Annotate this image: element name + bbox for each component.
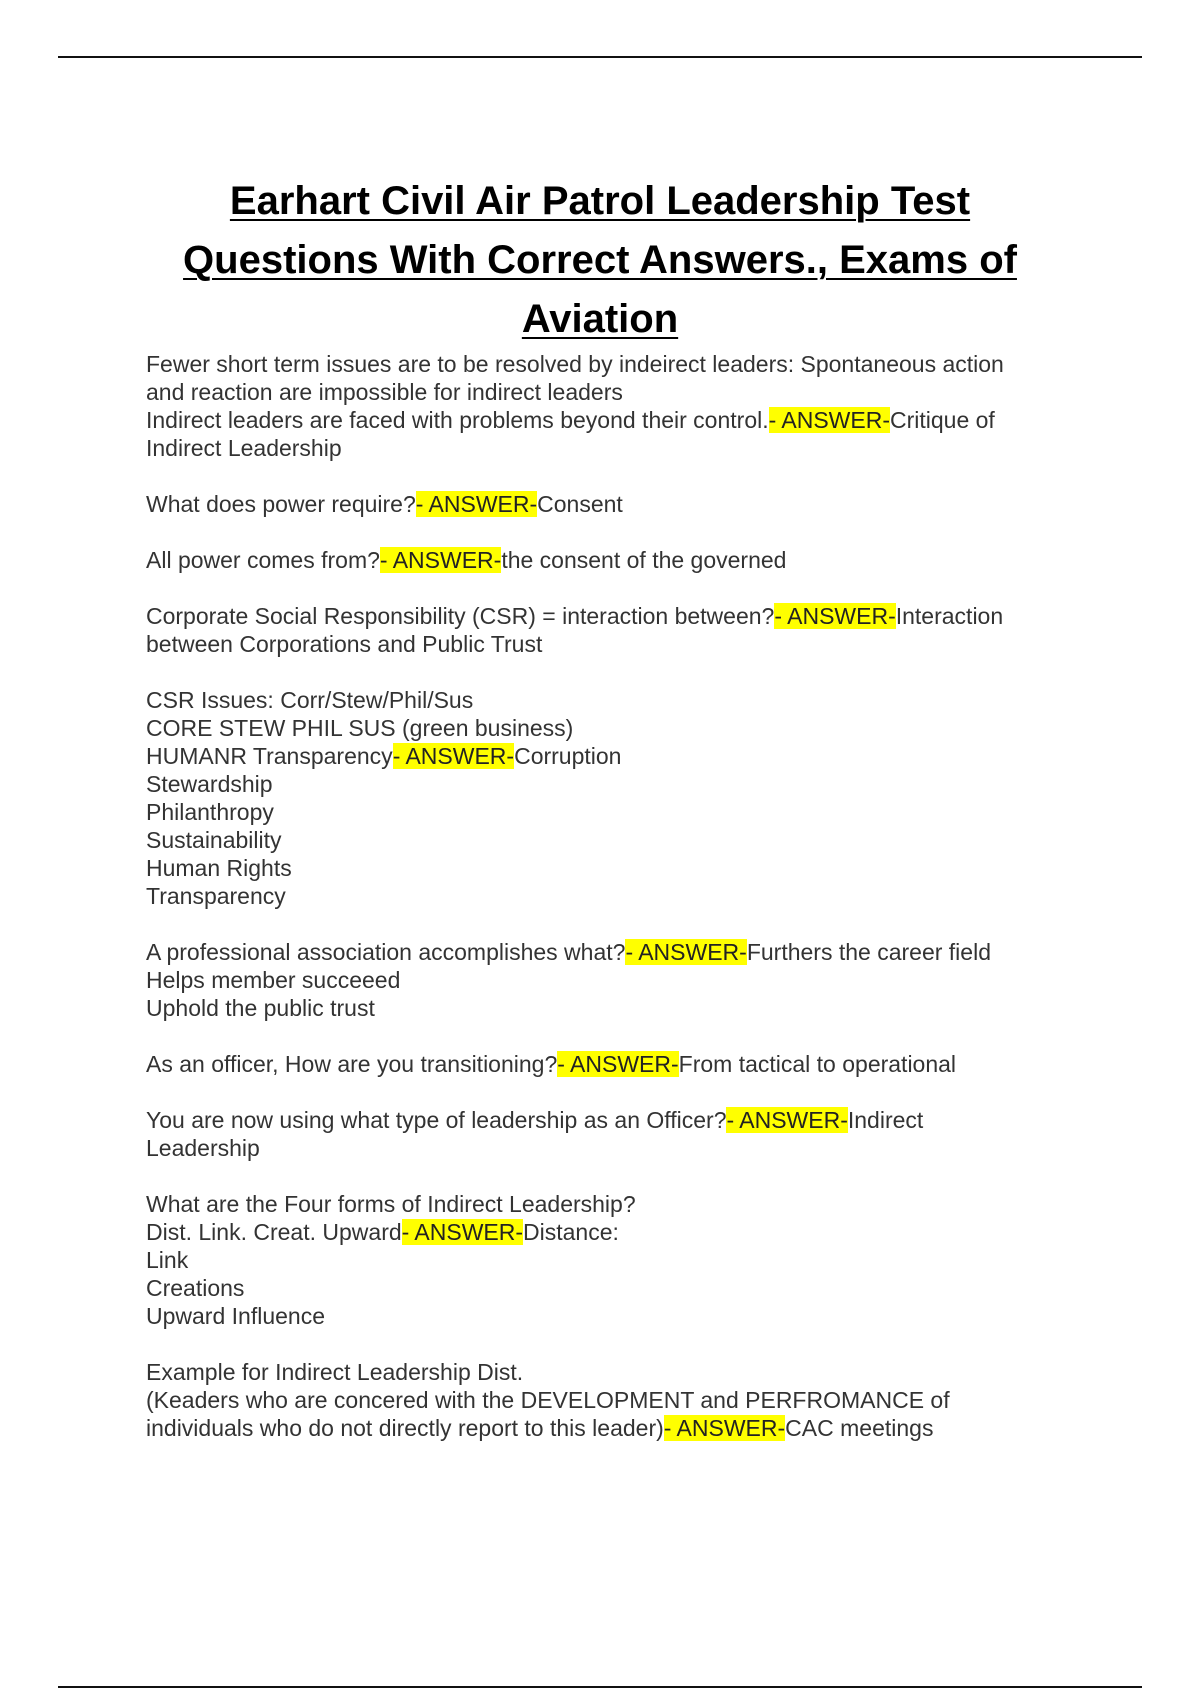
answer-marker: - ANSWER- xyxy=(415,491,538,517)
answer-line: between Corporations and Public Trust xyxy=(146,631,543,657)
question-line xyxy=(146,686,1076,714)
answer-line: Philanthropy xyxy=(146,799,274,825)
title-line-3: Aviation xyxy=(521,296,679,341)
answer-marker: - ANSWER- xyxy=(625,939,747,965)
question-text: HUMANR Transparency xyxy=(146,743,393,769)
answer-line: Leadership xyxy=(146,1135,260,1161)
question-answer-line xyxy=(146,602,1076,630)
qa-item xyxy=(146,546,1076,574)
answer-marker: - ANSWER- xyxy=(392,743,515,769)
answer-line: Sustainability xyxy=(146,827,282,853)
answer-line: Indirect Leadership xyxy=(146,435,342,461)
question-text: Dist. Link. Creat. Upward xyxy=(146,1219,402,1245)
question-answer-line xyxy=(146,938,1076,966)
answer-line: Link xyxy=(146,1247,189,1273)
question-text: What does power require? xyxy=(146,491,416,517)
footer-rule xyxy=(58,1686,1142,1688)
question-answer-line xyxy=(146,490,1076,518)
question-text: Corporate Social Responsibility (CSR) = interaction between? xyxy=(146,603,775,629)
answer-line: Stewardship xyxy=(146,771,273,797)
answer-line: Uphold the public trust xyxy=(146,995,375,1021)
answer-marker: - ANSWER- xyxy=(557,1051,679,1077)
answer-text: Indirect xyxy=(847,1107,924,1133)
question-text: Fewer short term issues are to be resolved by indeirect leaders: Spontaneous action xyxy=(146,351,1004,377)
answer-marker: - ANSWER- xyxy=(401,1219,524,1245)
question-text: CORE STEW PHIL SUS (green business) xyxy=(146,715,574,741)
qa-item xyxy=(146,1106,1076,1162)
qa-item xyxy=(146,938,1076,1022)
question-line xyxy=(146,714,1076,742)
question-line xyxy=(146,350,1076,378)
question-text: As an officer, How are you transitioning? xyxy=(146,1051,558,1077)
answer-marker: - ANSWER- xyxy=(774,603,896,629)
question-text: Indirect leaders are faced with problems beyond their control. xyxy=(146,407,769,433)
question-text: Example for Indirect Leadership Dist. xyxy=(146,1359,524,1385)
question-line xyxy=(146,1358,1076,1386)
qa-item xyxy=(146,1358,1076,1442)
answer-text: CAC meetings xyxy=(785,1415,934,1441)
question-text: You are now using what type of leadership as an Officer? xyxy=(146,1107,727,1133)
qa-item xyxy=(146,350,1076,462)
answer-marker: - ANSWER- xyxy=(379,547,502,573)
answer-line: Human Rights xyxy=(146,855,292,881)
answer-marker: - ANSWER- xyxy=(663,1415,786,1441)
question-text: and reaction are impossible for indirect leaders xyxy=(146,379,623,405)
question-answer-line xyxy=(146,1050,1076,1078)
answer-text: Consent xyxy=(537,491,623,517)
question-line xyxy=(146,378,1076,406)
qa-item xyxy=(146,1050,1076,1078)
question-answer-line xyxy=(146,1106,1076,1134)
answer-line: Transparency xyxy=(146,883,286,909)
answer-text: Critique of xyxy=(890,407,995,433)
header-rule xyxy=(58,56,1142,58)
question-text: (Keaders who are concered with the DEVELOPMENT and PERFROMANCE of xyxy=(146,1387,950,1413)
answer-text: Distance: xyxy=(523,1219,619,1245)
qa-item xyxy=(146,602,1076,658)
qa-item xyxy=(146,490,1076,518)
question-answer-line xyxy=(146,1218,1076,1246)
question-answer-line xyxy=(146,1414,1076,1442)
answer-text: the consent of the governed xyxy=(501,547,787,573)
document-title xyxy=(120,172,1080,349)
question-text: individuals who do not directly report to this leader) xyxy=(146,1415,664,1441)
qa-item xyxy=(146,686,1076,910)
question-text: A professional association accomplishes what? xyxy=(146,939,626,965)
question-text: CSR Issues: Corr/Stew/Phil/Sus xyxy=(146,687,474,713)
title-line-2: Questions With Correct Answers., Exams of xyxy=(183,237,1017,282)
qa-list xyxy=(146,350,1076,1470)
question-line xyxy=(146,1386,1076,1414)
title-line-1: Earhart Civil Air Patrol Leadership Test xyxy=(229,178,971,223)
question-answer-line xyxy=(146,546,1076,574)
answer-line: Upward Influence xyxy=(146,1303,325,1329)
question-text: What are the Four forms of Indirect Leadership? xyxy=(146,1191,636,1217)
question-answer-line xyxy=(146,406,1076,434)
question-answer-line xyxy=(146,742,1076,770)
answer-text: From tactical to operational xyxy=(678,1051,957,1077)
answer-text: Interaction xyxy=(895,603,1004,629)
answer-line: Creations xyxy=(146,1275,245,1301)
qa-item xyxy=(146,1190,1076,1330)
answer-text: Corruption xyxy=(514,743,622,769)
answer-marker: - ANSWER- xyxy=(726,1107,848,1133)
question-line xyxy=(146,1190,1076,1218)
answer-text: Furthers the career field xyxy=(746,939,991,965)
answer-marker: - ANSWER- xyxy=(768,407,890,433)
question-text: All power comes from? xyxy=(146,547,380,573)
answer-line: Helps member succeeed xyxy=(146,967,401,993)
